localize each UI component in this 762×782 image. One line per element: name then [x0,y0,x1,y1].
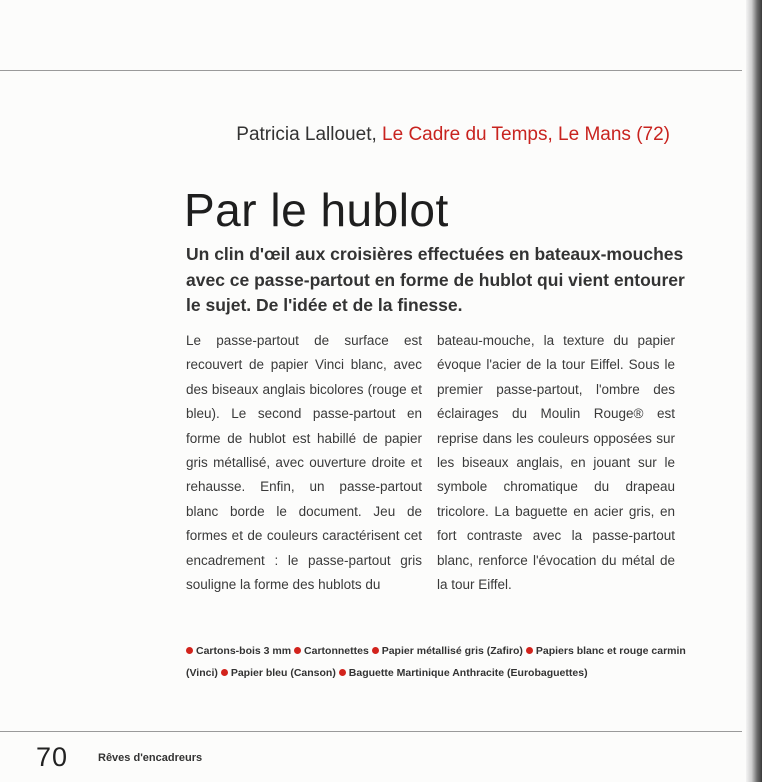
material-item: Baguette Martinique Anthracite (Eurobaguettes) [339,667,588,679]
material-item: Papier métallisé gris (Zafiro) [372,645,523,657]
byline-author: Patricia Lallouet, [236,124,377,145]
material-item: Papier bleu (Canson) [221,667,336,679]
running-footer-title: Rêves d'encadreurs [98,752,203,764]
materials-list [186,641,686,684]
byline-place: Le Cadre du Temps, Le Mans (72) [382,124,670,145]
bullet-icon [372,647,379,654]
page-binding-edge [746,0,762,782]
bullet-icon [526,647,533,654]
material-item: Cartons-bois 3 mm [186,645,291,657]
top-divider [0,70,742,71]
material-item: Cartonnettes [294,645,369,657]
bullet-icon [186,647,193,654]
bullet-icon [221,669,228,676]
article-title: Par le hublot [184,184,449,236]
body-column-left: Le passe-partout de surface est recouvert de papier Vinci blanc, avec des biseaux anglais bicolores (rouge et bleu). Le second passe-partout en forme de hublot est habillé de papier gris métallisé, avec ouverture droite et rehausse. Enfin, un passe-partout blanc borde le document. Jeu de formes et de couleurs caractérisent cet encadrement : le passe-partout gris souligne la forme des hublots du [186,333,422,593]
byline [236,124,670,146]
article-lead: Un clin d'œil aux croisières effectuées en bateaux-mouches avec ce passe-partout en forme de hublot qui vient entourer le sujet. De l'idée et de la finesse. [186,244,685,315]
bottom-divider [0,731,742,732]
page-number: 70 [36,742,69,772]
bullet-icon [339,669,346,676]
material-item: Papiers blanc et rouge carmin (Vinci) [186,645,686,679]
body-column-right: bateau-mouche, la texture du papier évoque l'acier de la tour Eiffel. Sous le premier passe-partout, l'ombre des éclairages du Moulin Rouge® est reprise dans les couleurs opposées sur les biseaux anglais, en jouant sur le symbole chromatique du drapeau tricolore. La baguette en acier gris, en fort contraste avec la passe-partout blanc, renforce l'évocation du métal de la tour Eiffel. [437,333,675,593]
bullet-icon [294,647,301,654]
